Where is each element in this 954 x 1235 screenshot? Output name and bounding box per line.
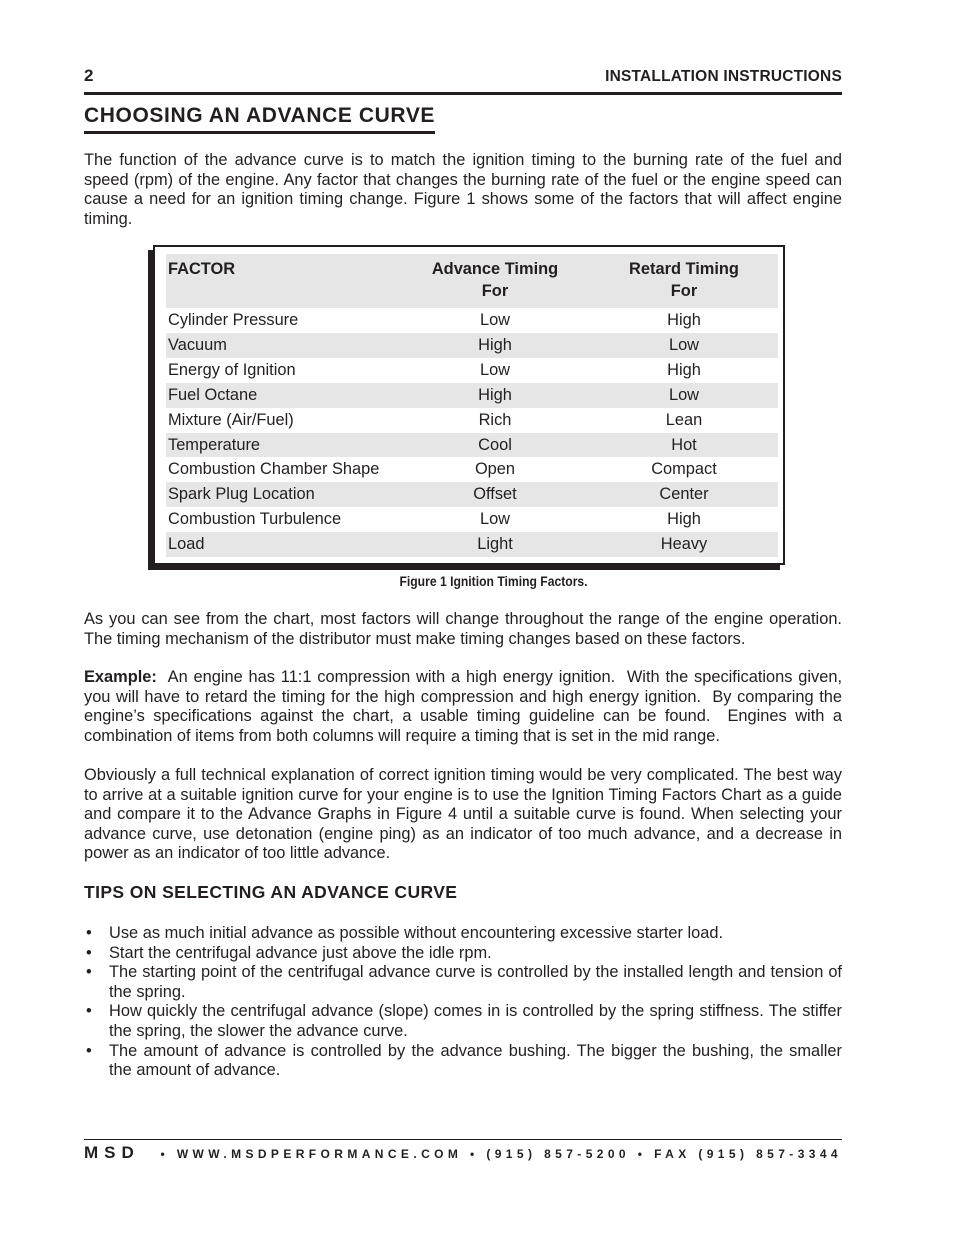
- cell-retard: High: [667, 311, 701, 329]
- list-item: [84, 924, 842, 944]
- header-retard: [588, 254, 778, 308]
- example-text: An engine has 11:1 compression with a high energy ignition. With the specifications given, you will have to retard the timing for the high compression and high energy ignition. By comparing the engine’s specifications against the chart, a usable timing guideline can be found. Engines with a combination of items from both columns will require a timing that is set in the mid range.: [84, 668, 847, 745]
- cell-advance: Open: [474, 460, 516, 479]
- cell-retard: High: [667, 510, 701, 529]
- cell-advance: Cool: [400, 433, 588, 458]
- cell-retard: High: [667, 360, 701, 379]
- bullet-icon: •: [86, 1041, 92, 1060]
- table-row: [166, 308, 778, 333]
- header-retard-line1: Retard Timing: [629, 260, 739, 278]
- cell-advance: Rich: [478, 410, 512, 429]
- table-row: [166, 433, 778, 458]
- header-title: INSTALLATION INSTRUCTIONS: [605, 68, 842, 85]
- list-item-text: Use as much initial advance as possible without encountering excessive starter load.: [109, 924, 724, 942]
- cell-retard: Low: [588, 383, 778, 408]
- example-paragraph: [84, 668, 847, 746]
- table-header-row: [166, 254, 778, 308]
- cell-advance: Offset: [400, 482, 588, 507]
- header-advance-line1: Advance Timing: [431, 260, 559, 278]
- cell-factor: Vacuum: [166, 333, 400, 358]
- list-item-text: How quickly the centrifugal advance (slope) comes in is controlled by the spring stiffness. The stiffer the spring, the slower the advance curve.: [109, 1002, 842, 1040]
- cell-advance: Low: [479, 510, 511, 529]
- timing-factors-table-frame: [153, 245, 785, 565]
- intro-paragraph: The function of the advance curve is to match the ignition timing to the burning rate of the fuel and speed (rpm) of the engine. Any factor that changes the burning rate of the fuel or the engine speed can cause a need for an ignition timing change. Figure 1 shows some of the factors that will affect engine timing.: [84, 151, 842, 228]
- cell-factor: Load: [166, 532, 400, 557]
- list-item-text: The starting point of the centrifugal advance curve is controlled by the installed length and tension of the spring.: [109, 963, 842, 1001]
- cell-factor: Spark Plug Location: [166, 482, 400, 507]
- list-item: [84, 1002, 842, 1041]
- table-row: [166, 457, 778, 482]
- cell-retard: Lean: [665, 410, 703, 429]
- header-advance-line2: For: [481, 282, 509, 300]
- bullet-icon: •: [86, 943, 92, 962]
- list-item: [84, 963, 842, 1002]
- chart-paragraph: As you can see from the chart, most factors will change throughout the range of the engine operation. The timing mechanism of the distributor must make timing changes based on these factors.: [84, 610, 842, 648]
- cell-advance: High: [400, 383, 588, 408]
- figure-caption: [84, 574, 904, 589]
- table-row: [166, 507, 778, 532]
- tips-heading: TIPS ON SELECTING AN ADVANCE CURVE: [84, 882, 458, 902]
- table-row: [166, 358, 778, 383]
- cell-factor: Combustion Turbulence: [168, 510, 342, 529]
- header-factor: FACTOR: [166, 254, 400, 308]
- cell-factor: Temperature: [166, 433, 400, 458]
- table-row: [166, 408, 778, 433]
- cell-factor: Cylinder Pressure: [168, 311, 299, 329]
- table-row: [166, 482, 778, 507]
- figure-caption-text: Figure 1 Ignition Timing Factors.: [399, 574, 589, 589]
- list-item: [84, 1042, 842, 1081]
- bullet-icon: •: [86, 963, 92, 982]
- cell-retard: Low: [588, 333, 778, 358]
- footer-brand: MSD: [84, 1143, 140, 1162]
- cell-retard: Heavy: [588, 532, 778, 557]
- list-item-text: The amount of advance is controlled by the advance bushing. The bigger the bushing, the smaller the amount of advance.: [109, 1041, 842, 1080]
- cell-factor: Energy of Ignition: [168, 360, 296, 379]
- list-item: [84, 944, 842, 964]
- cell-factor: Fuel Octane: [166, 383, 400, 408]
- cell-advance: Light: [400, 532, 588, 557]
- cell-advance: Low: [479, 360, 511, 379]
- cell-advance: Low: [479, 311, 511, 329]
- header-advance: [400, 254, 588, 308]
- obviously-paragraph: Obviously a full technical explanation of correct ignition timing would be very complicated. The best way to arrive at a suitable ignition curve for your engine is to use the Ignition Timing Factors Chart as a guide and compare it to the Advance Graphs in Figure 4 until a suitable curve is found. When selecting your advance curve, use detonation (engine ping) as an indicator of too much advance, and a decrease in power as an indicator of too little advance.: [84, 766, 842, 863]
- list-item-text: Start the centrifugal advance just above the idle rpm.: [109, 943, 492, 962]
- timing-factors-table: [166, 254, 778, 557]
- table-row: [166, 532, 778, 557]
- cell-retard: Center: [588, 482, 778, 507]
- bullet-icon: •: [86, 924, 92, 942]
- bullet-icon: •: [86, 1002, 92, 1021]
- section-title: CHOOSING AN ADVANCE CURVE: [84, 104, 435, 134]
- table-row: [166, 383, 778, 408]
- cell-advance: High: [400, 333, 588, 358]
- cell-retard: Compact: [651, 460, 717, 479]
- table-row: [166, 333, 778, 358]
- example-label: Example:: [84, 668, 157, 686]
- page-header: [84, 66, 842, 95]
- tips-list: [84, 924, 842, 1081]
- cell-factor: Combustion Chamber Shape: [168, 460, 380, 479]
- page-number: 2: [84, 66, 94, 85]
- page-footer: [84, 1139, 842, 1162]
- cell-factor: Mixture (Air/Fuel): [168, 410, 294, 429]
- footer-contact-info: • WWW.MSDPERFORMANCE.COM • (915) 857-5200 • FAX (915) 857-3344: [160, 1147, 842, 1161]
- cell-retard: Hot: [588, 433, 778, 458]
- header-retard-line2: For: [670, 282, 698, 300]
